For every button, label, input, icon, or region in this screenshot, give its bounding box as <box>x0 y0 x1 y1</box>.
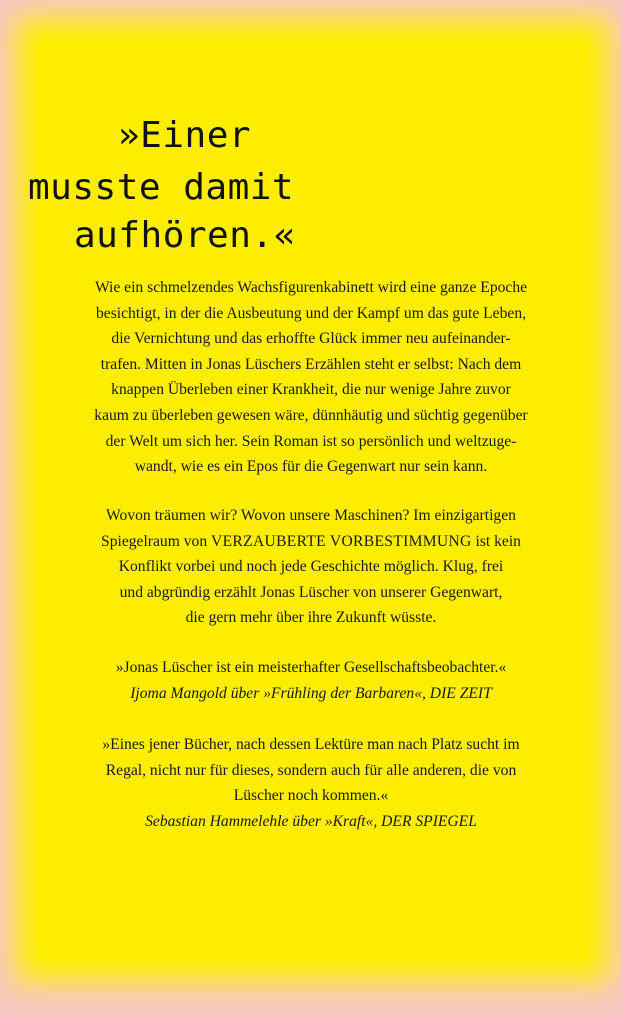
paragraph-line: kaum zu überleben gewesen wäre, dünnhäutig und süchtig gegenüber <box>94 406 528 424</box>
headline-line-1: »Einer <box>118 115 252 156</box>
quote-source: Ijoma Mangold über »Frühling der Barbaren«, DIE ZEIT <box>130 684 492 702</box>
quote-line: »Eines jener Bücher, nach dessen Lektüre man nach Platz sucht im <box>102 736 520 753</box>
paragraph-line: knappen Überleben einer Krankheit, die nur wenige Jahre zuvor <box>111 381 511 399</box>
book-title: VERZAUBERTE VORBESTIMMUNG <box>211 532 472 550</box>
quote-line: Lüscher noch kommen.« <box>233 787 389 805</box>
line-prefix: Spiegelraum von <box>101 532 212 550</box>
description-paragraph <box>60 275 562 480</box>
line-suffix: ist kein <box>471 532 521 550</box>
paragraph-line <box>60 529 562 555</box>
paragraph-line: wandt, wie es ein Epos für die Gegenwart nur sein kann. <box>134 458 488 476</box>
headline-line-2: musste damit <box>28 167 295 208</box>
paragraph-line: und abgründig erzählt Jonas Lüscher von unserer Gegenwart, <box>119 583 503 601</box>
paragraph-line: trafen. Mitten in Jonas Lüschers Erzählen steht er selbst: Nach dem <box>100 355 522 373</box>
headline-line-3: aufhören.« <box>74 215 296 256</box>
paragraph-line: Wie ein schmelzendes Wachsfigurenkabinett wird eine ganze Epoche <box>94 279 528 296</box>
quote-text: »Jonas Lüscher ist ein meisterhafter Gesellschaftsbeobachter.« <box>115 659 507 676</box>
quote-line: Regal, nicht nur für dieses, sondern auch für alle anderen, die von <box>105 761 517 779</box>
paragraph-line: besichtigt, in der die Ausbeutung und der Kampf um das gute Leben, <box>95 304 527 322</box>
paragraph-line: der Welt um sich her. Sein Roman ist so persönlich und weltzuge- <box>105 432 517 450</box>
paragraph-line: Konflikt vorbei und noch jede Geschichte möglich. Klug, frei <box>118 558 504 576</box>
paragraph-line: die gern mehr über ihre Zukunft wüsste. <box>185 609 437 627</box>
paragraph-line: die Vernichtung und das erhoffte Glück immer neu aufeinander- <box>111 330 511 348</box>
review-quote-2 <box>60 732 562 834</box>
review-quote-1 <box>60 655 562 706</box>
paragraph-line: Wovon träumen wir? Wovon unsere Maschinen? Im einzigartigen <box>106 507 516 524</box>
second-paragraph <box>60 503 562 631</box>
quote-source: Sebastian Hammelehle über »Kraft«, DER SPIEGEL <box>145 812 477 830</box>
